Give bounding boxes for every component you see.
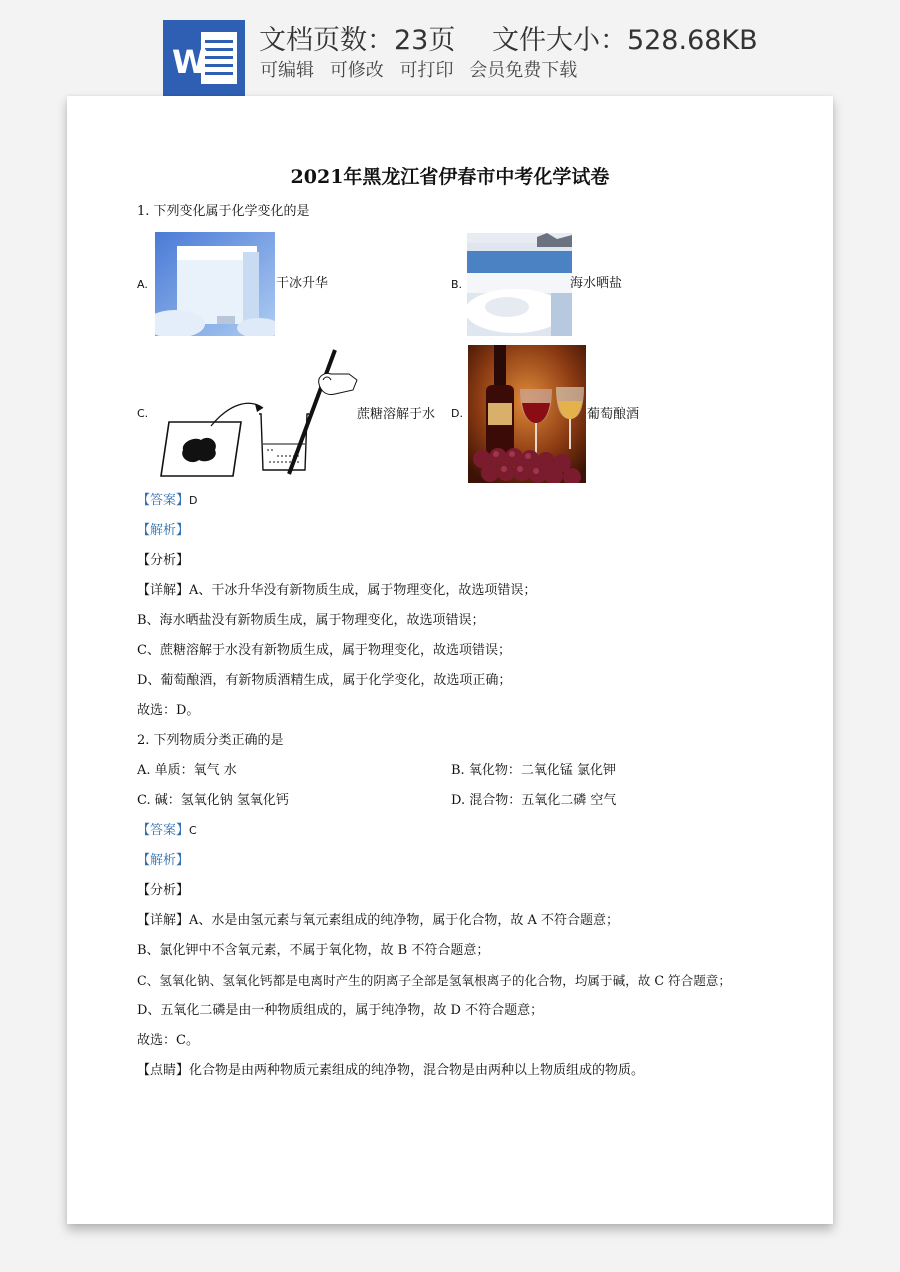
q2-detail-3: C、氢氧化钠、氢氧化钙都是电离时产生的阴离子全部是氢氧根离子的化合物，均属于碱，故 C 符合题意； xyxy=(137,973,731,988)
question-1-stem: 1. 下列变化属于化学变化的是 xyxy=(137,204,310,219)
wine-grapes-image xyxy=(468,345,586,483)
file-size: 文件大小：528.68KB xyxy=(491,25,758,56)
q2-option-a: A. 单质：氧气 水 xyxy=(137,763,237,778)
q1-detail-1: 【详解】A、干冰升华没有新物质生成，属于物理变化，故选项错误； xyxy=(137,583,537,598)
q2-detail-2: B、氯化钾中不含氧元素，不属于氧化物，故 B 不符合题意； xyxy=(137,943,490,958)
q1-answer-value: D xyxy=(189,494,198,507)
q2-answer-tag: 【答案】 xyxy=(137,823,190,838)
feature-printable: 可打印 xyxy=(399,60,454,81)
q2-option-b: B. 氧化物：二氧化锰 氯化钾 xyxy=(451,763,616,778)
q2-option-c: C. 碱：氢氧化钠 氢氧化钙 xyxy=(137,793,289,808)
q2-answer-value: C xyxy=(189,824,197,837)
q2-detail-1: 【详解】A、水是由氢元素与氧元素组成的纯净物，属于化合物，故 A 不符合题意； xyxy=(137,913,620,928)
feature-member-download: 会员免费下载 xyxy=(469,60,578,81)
dry-ice-image xyxy=(155,232,275,336)
q1-analysis-tag: 【解析】 xyxy=(137,523,190,538)
document-page xyxy=(67,96,833,1224)
download-banner xyxy=(0,0,900,100)
q1-option-a-letter: A. xyxy=(137,278,148,291)
word-document-icon xyxy=(163,20,245,96)
q1-option-b-letter: B. xyxy=(451,278,463,291)
feature-modifiable: 可修改 xyxy=(329,60,384,81)
question-2-stem: 2. 下列物质分类正确的是 xyxy=(137,733,284,748)
q2-analysis-tag: 【解析】 xyxy=(137,853,190,868)
q2-dianjing: 【点睛】化合物是由两种物质元素组成的纯净物，混合物是由两种以上物质组成的物质。 xyxy=(137,1063,645,1078)
q1-detail-2: B、海水晒盐没有新物质生成，属于物理变化，故选项错误； xyxy=(137,613,485,628)
q1-option-c-caption: 蔗糖溶解于水 xyxy=(357,407,436,422)
q2-answer xyxy=(137,823,197,839)
sea-salt-image xyxy=(467,233,572,336)
feature-editable: 可编辑 xyxy=(260,60,314,81)
q2-option-d: D. 混合物：五氧化二磷 空气 xyxy=(451,793,617,808)
q1-fenxi: 【分析】 xyxy=(137,553,190,568)
page-count: 文档页数：23页 xyxy=(259,25,456,56)
q1-option-a-caption: 干冰升华 xyxy=(276,276,329,291)
q1-conclusion: 故选：D。 xyxy=(137,703,200,718)
feature-list xyxy=(260,56,587,82)
q2-detail-4: D、五氧化二磷是由一种物质组成的，属于纯净物，故 D 不符合题意； xyxy=(137,1003,544,1018)
svg-text:W: W xyxy=(172,43,208,81)
q1-option-d-caption: 葡萄酿酒 xyxy=(587,407,640,422)
page-title: 2021年黑龙江省伊春市中考化学试卷 xyxy=(290,166,610,188)
sugar-dissolving-diagram xyxy=(159,346,359,481)
q2-fenxi: 【分析】 xyxy=(137,883,190,898)
q1-detail-3: C、蔗糖溶解于水没有新物质生成，属于物理变化，故选项错误； xyxy=(137,643,511,658)
q1-answer-tag: 【答案】 xyxy=(137,493,190,508)
q1-answer xyxy=(137,493,198,509)
q2-conclusion: 故选：C。 xyxy=(137,1033,199,1048)
q1-option-b-caption: 海水晒盐 xyxy=(570,276,623,291)
q1-detail-4: D、葡萄酿酒，有新物质酒精生成，属于化学变化，故选项正确； xyxy=(137,673,512,688)
file-info-line xyxy=(259,18,786,57)
q1-option-d-letter: D. xyxy=(451,407,463,420)
q1-option-c-letter: C. xyxy=(137,407,149,420)
